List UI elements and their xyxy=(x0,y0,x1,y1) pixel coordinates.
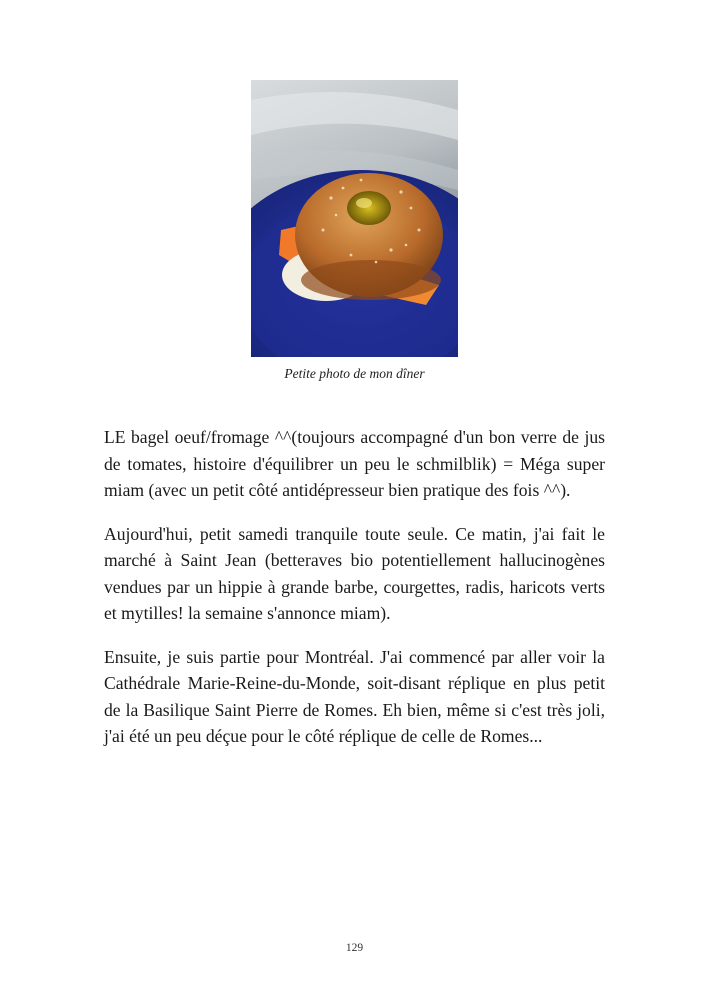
body-text xyxy=(104,424,605,767)
photo-caption: Petite photo de mon dîner xyxy=(284,366,425,381)
bagel-photo xyxy=(251,80,458,357)
paragraph: LE bagel oeuf/fromage ^^(toujours accompagné d'un bon verre de jus de tomates, histoire d'équilibrer un peu le schmilblik) = Méga super miam (avec un petit côté antidépresseur bien pratique des fois ^^). xyxy=(104,427,605,500)
paragraph: Aujourd'hui, petit samedi tranquile toute seule. Ce matin, j'ai fait le marché à Saint Jean (betteraves bio potentiellement hallucinogènes vendues par un hippie à grande barbe, courgettes, radis, haricots verts et mytilles! la semaine s'annonce miam). xyxy=(104,523,605,623)
page-number: 129 xyxy=(345,942,364,954)
paragraph: Ensuite, je suis partie pour Montréal. J'ai commencé par aller voir la Cathédrale Marie-Reine-du-Monde, soit-disant réplique en plus petit de la Basilique Saint Pierre de Romes. Eh bien, même si c'est très joli, j'ai été un peu déçue pour le côté réplique de celle de Romes... xyxy=(104,646,605,746)
